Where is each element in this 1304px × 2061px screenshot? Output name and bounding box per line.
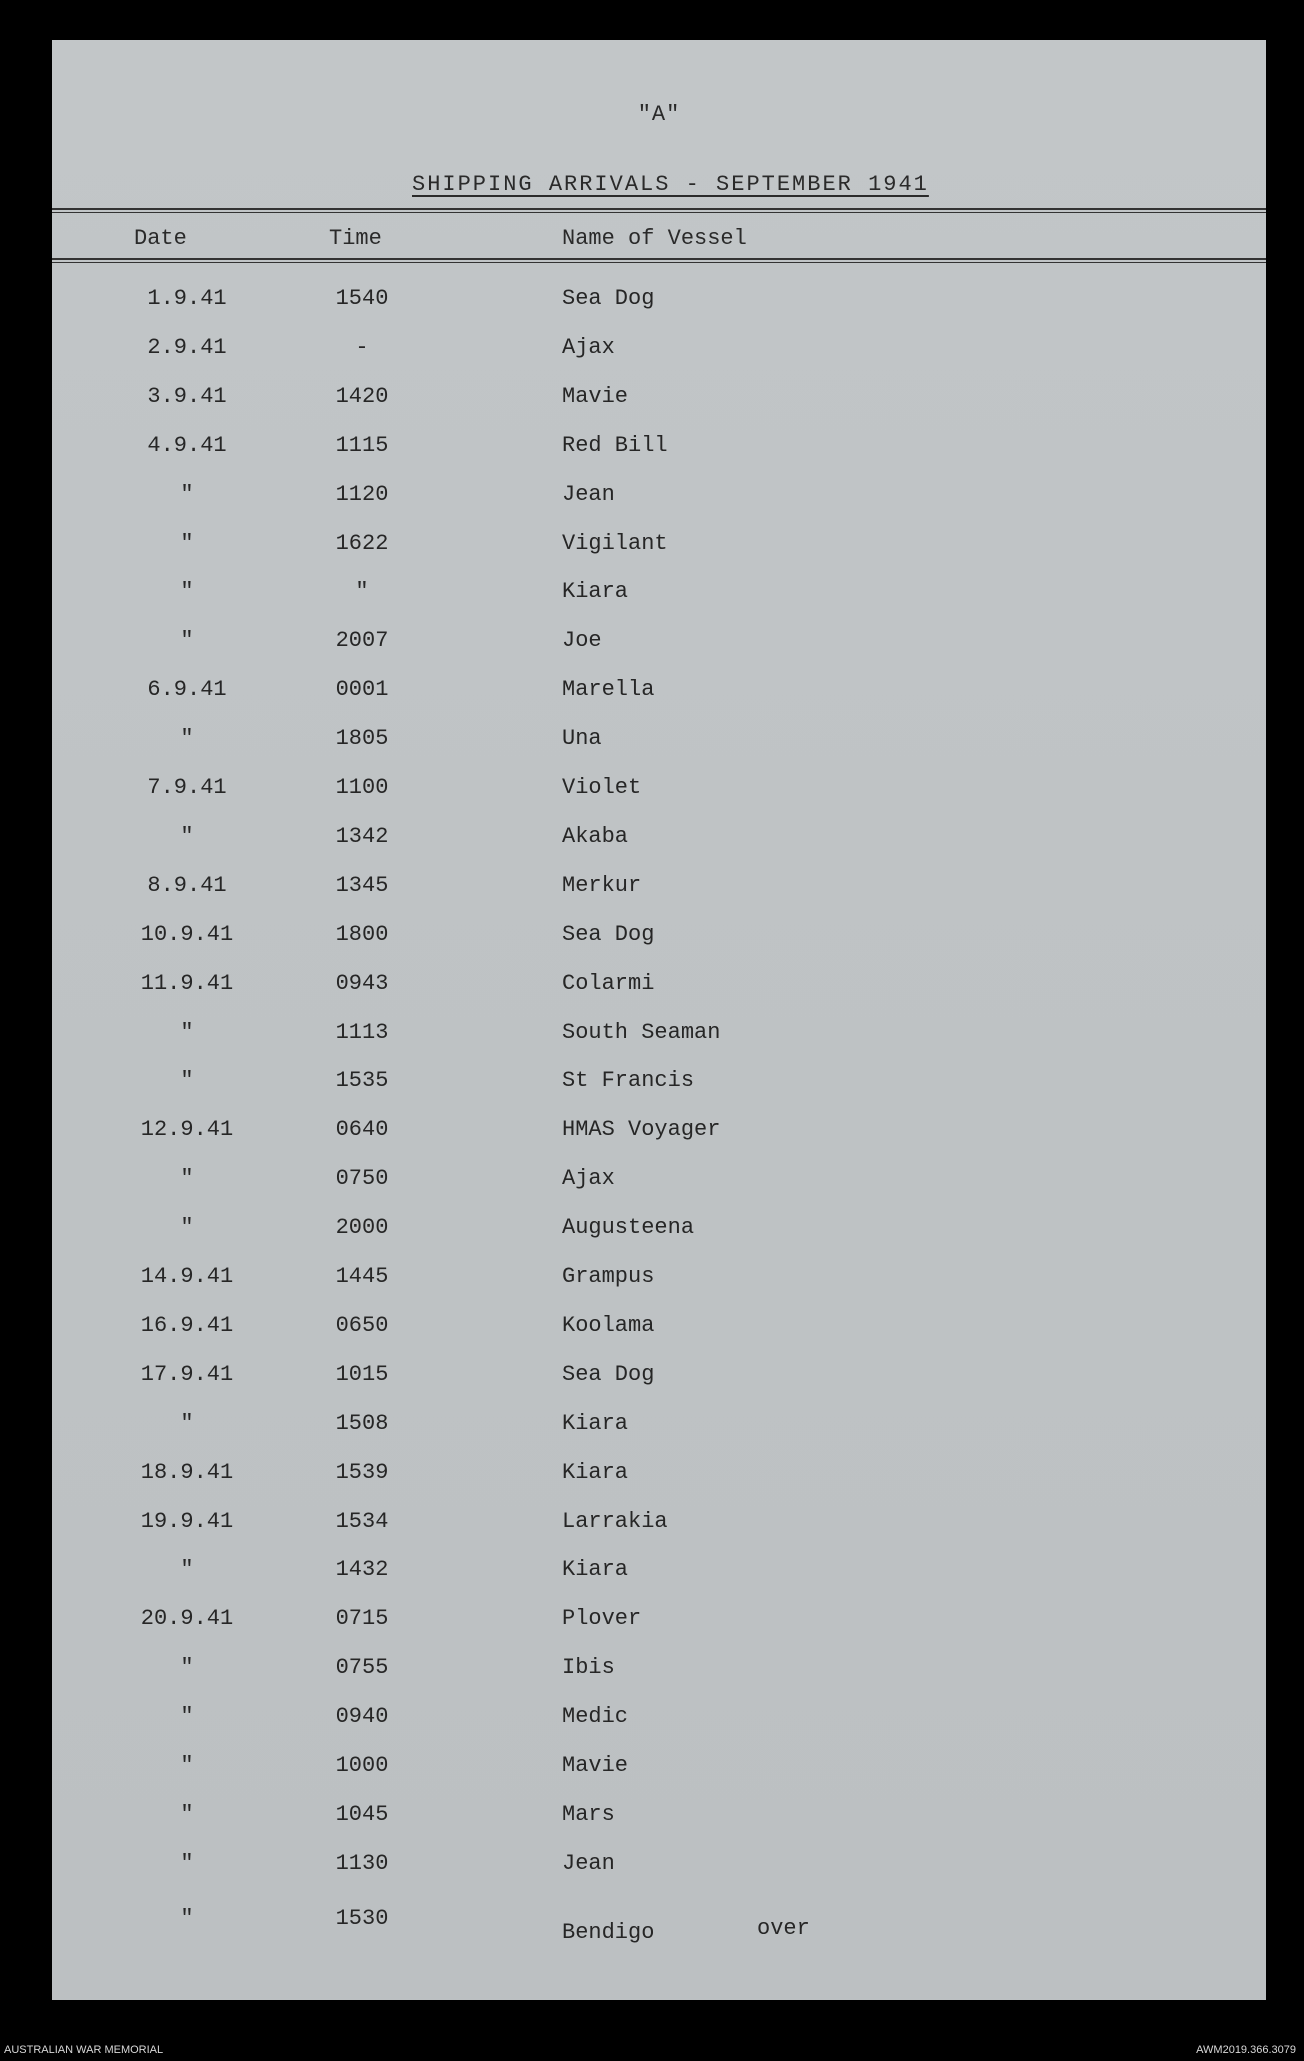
row-date: " — [180, 1850, 194, 1876]
row-time: 1115 — [335, 432, 389, 458]
table-row — [52, 1509, 1266, 1549]
row-date: 12.9.41 — [140, 1117, 234, 1143]
document-label: "A" — [637, 102, 681, 127]
table-row — [52, 1166, 1266, 1206]
row-time: 0650 — [335, 1312, 389, 1338]
row-vessel-name: St Francis — [562, 1068, 695, 1094]
row-time: 0715 — [335, 1606, 389, 1632]
table-row — [52, 1655, 1266, 1695]
row-vessel-name: Grampus — [562, 1264, 655, 1289]
row-time: 2000 — [335, 1215, 389, 1241]
row-date: " — [180, 1557, 194, 1583]
table-row — [52, 1606, 1266, 1646]
row-vessel-name: Violet — [562, 775, 642, 800]
row-vessel-name: Augusteena — [562, 1215, 695, 1241]
header-rule-top-thin — [52, 212, 1266, 213]
row-time: 1800 — [335, 921, 389, 947]
row-vessel-name: South Seaman — [562, 1019, 721, 1045]
table-row — [52, 335, 1266, 375]
table-row — [52, 1264, 1266, 1304]
row-date: " — [180, 823, 194, 849]
row-date: " — [180, 1215, 194, 1241]
footer-reference: AWM2019.366.3079 — [1196, 2044, 1296, 2056]
table-row — [52, 1215, 1266, 1255]
row-vessel-name: Mavie — [562, 383, 629, 409]
row-time: 1535 — [335, 1068, 389, 1094]
row-vessel-name: Koolama — [562, 1312, 655, 1338]
row-vessel-name: Kiara — [562, 579, 629, 605]
row-time: 1530 — [335, 1905, 389, 1931]
row-date: 16.9.41 — [140, 1312, 234, 1338]
row-vessel-name: Ajax — [562, 334, 615, 360]
row-time: 1508 — [335, 1410, 389, 1436]
row-date: 8.9.41 — [147, 872, 227, 898]
row-time: 1342 — [335, 823, 389, 849]
row-time: 1805 — [335, 726, 389, 752]
row-time: 1100 — [335, 775, 389, 800]
row-time: 1113 — [335, 1019, 389, 1045]
row-vessel-name: Sea Dog — [562, 1361, 655, 1387]
document-page — [52, 40, 1266, 2000]
column-header-date: Date — [134, 226, 187, 251]
row-date: " — [180, 530, 194, 556]
table-row — [52, 1557, 1266, 1597]
row-date: " — [180, 1166, 194, 1192]
row-date: " — [180, 1704, 194, 1730]
row-time: 1432 — [335, 1557, 389, 1583]
row-date: " — [180, 1019, 194, 1045]
table-row — [52, 1906, 1266, 1946]
row-date: 20.9.41 — [140, 1606, 234, 1632]
row-time: 0750 — [335, 1166, 389, 1192]
row-time: 1000 — [335, 1753, 389, 1778]
table-row — [52, 433, 1266, 473]
column-header-vessel: Name of Vessel — [562, 226, 747, 251]
row-vessel-name: Joe — [562, 628, 602, 654]
table-row — [52, 726, 1266, 766]
row-date: 2.9.41 — [147, 334, 227, 360]
continuation-note: over — [757, 1916, 810, 1941]
row-vessel-name: Mars — [562, 1801, 615, 1827]
row-time: 1345 — [335, 872, 389, 898]
row-vessel-name: Sea Dog — [562, 921, 655, 947]
row-vessel-name: Kiara — [562, 1410, 629, 1436]
footer-source: AUSTRALIAN WAR MEMORIAL — [4, 2044, 164, 2056]
row-date: " — [180, 481, 194, 507]
row-time: 1015 — [335, 1361, 389, 1387]
row-date: " — [180, 1410, 194, 1436]
row-vessel-name: Jean — [562, 481, 615, 507]
row-vessel-name: Marella — [562, 677, 655, 703]
table-row — [52, 1704, 1266, 1744]
row-vessel-name: Merkur — [562, 872, 642, 898]
table-row — [52, 1362, 1266, 1402]
row-time: 0755 — [335, 1655, 389, 1681]
row-vessel-name: Kiara — [562, 1459, 629, 1485]
table-row — [52, 286, 1266, 326]
row-date: " — [180, 628, 194, 654]
row-time: 0940 — [335, 1704, 389, 1730]
header-rule-bottom-thin — [52, 262, 1266, 263]
row-vessel-name: Mavie — [562, 1753, 629, 1778]
table-row — [52, 579, 1266, 619]
row-date: " — [180, 1655, 194, 1681]
table-row — [52, 1851, 1266, 1891]
row-time: 1534 — [335, 1508, 389, 1534]
table-row — [52, 1313, 1266, 1353]
row-date: 3.9.41 — [147, 383, 227, 409]
table-row — [52, 1753, 1266, 1793]
row-date: " — [180, 1801, 194, 1827]
row-vessel-name: Colarmi — [562, 970, 655, 996]
table-row — [52, 922, 1266, 962]
header-rule-top — [52, 208, 1266, 210]
row-vessel-name: Medic — [562, 1704, 629, 1730]
row-date: " — [180, 726, 194, 752]
row-vessel-name: Ajax — [562, 1166, 615, 1192]
row-vessel-name: Sea Dog — [562, 286, 655, 311]
row-date: 14.9.41 — [140, 1264, 234, 1289]
column-header-time: Time — [329, 226, 382, 251]
row-vessel-name: Plover — [562, 1606, 642, 1632]
row-time: 1622 — [335, 530, 389, 556]
row-date: " — [180, 1753, 194, 1778]
row-time: 1420 — [335, 383, 389, 409]
row-date: " — [180, 579, 194, 605]
row-vessel-name: Vigilant — [562, 530, 668, 556]
row-vessel-name: Una — [562, 726, 602, 752]
row-date: 18.9.41 — [140, 1459, 234, 1485]
table-row — [52, 775, 1266, 815]
table-row — [52, 1020, 1266, 1060]
row-time: 0943 — [335, 970, 389, 996]
row-vessel-name: Red Bill — [562, 432, 668, 458]
row-date: 1.9.41 — [147, 286, 227, 311]
table-row — [52, 1068, 1266, 1108]
row-date: 11.9.41 — [140, 970, 234, 996]
row-time: 1045 — [335, 1801, 389, 1827]
row-time: 1540 — [335, 286, 389, 311]
row-time: 1120 — [335, 481, 389, 507]
row-date: 17.9.41 — [140, 1361, 234, 1387]
row-vessel-name: Ibis — [562, 1655, 615, 1681]
table-row — [52, 384, 1266, 424]
row-date: 10.9.41 — [140, 921, 234, 947]
row-vessel-name: Kiara — [562, 1557, 629, 1583]
table-row — [52, 531, 1266, 571]
table-row — [52, 873, 1266, 913]
row-date: " — [180, 1905, 194, 1931]
table-row — [52, 824, 1266, 864]
row-date: 4.9.41 — [147, 432, 227, 458]
table-row — [52, 971, 1266, 1011]
table-row — [52, 1117, 1266, 1157]
table-row — [52, 1460, 1266, 1500]
table-row — [52, 677, 1266, 717]
row-time: 2007 — [335, 628, 389, 654]
row-vessel-name: Jean — [562, 1850, 615, 1876]
row-time: 0640 — [335, 1117, 389, 1143]
table-row — [52, 1411, 1266, 1451]
table-row — [52, 1802, 1266, 1842]
table-row — [52, 628, 1266, 668]
row-vessel-name: Akaba — [562, 823, 629, 849]
row-time: 0001 — [335, 677, 389, 703]
row-vessel-name: Bendigo — [562, 1919, 655, 1945]
row-vessel-name: Larrakia — [562, 1508, 668, 1534]
row-date: " — [180, 1068, 194, 1094]
row-date: 19.9.41 — [140, 1508, 234, 1534]
row-vessel-name: HMAS Voyager — [562, 1117, 721, 1143]
row-time: 1539 — [335, 1459, 389, 1485]
row-time: 1445 — [335, 1264, 389, 1289]
row-time: - — [355, 334, 369, 360]
row-date: 6.9.41 — [147, 677, 227, 703]
row-time: " — [355, 579, 369, 605]
table-row — [52, 482, 1266, 522]
document-title: SHIPPING ARRIVALS - SEPTEMBER 1941 — [412, 172, 929, 197]
row-time: 1130 — [335, 1850, 389, 1876]
row-date: 7.9.41 — [147, 775, 227, 800]
header-rule-bottom — [52, 258, 1266, 260]
